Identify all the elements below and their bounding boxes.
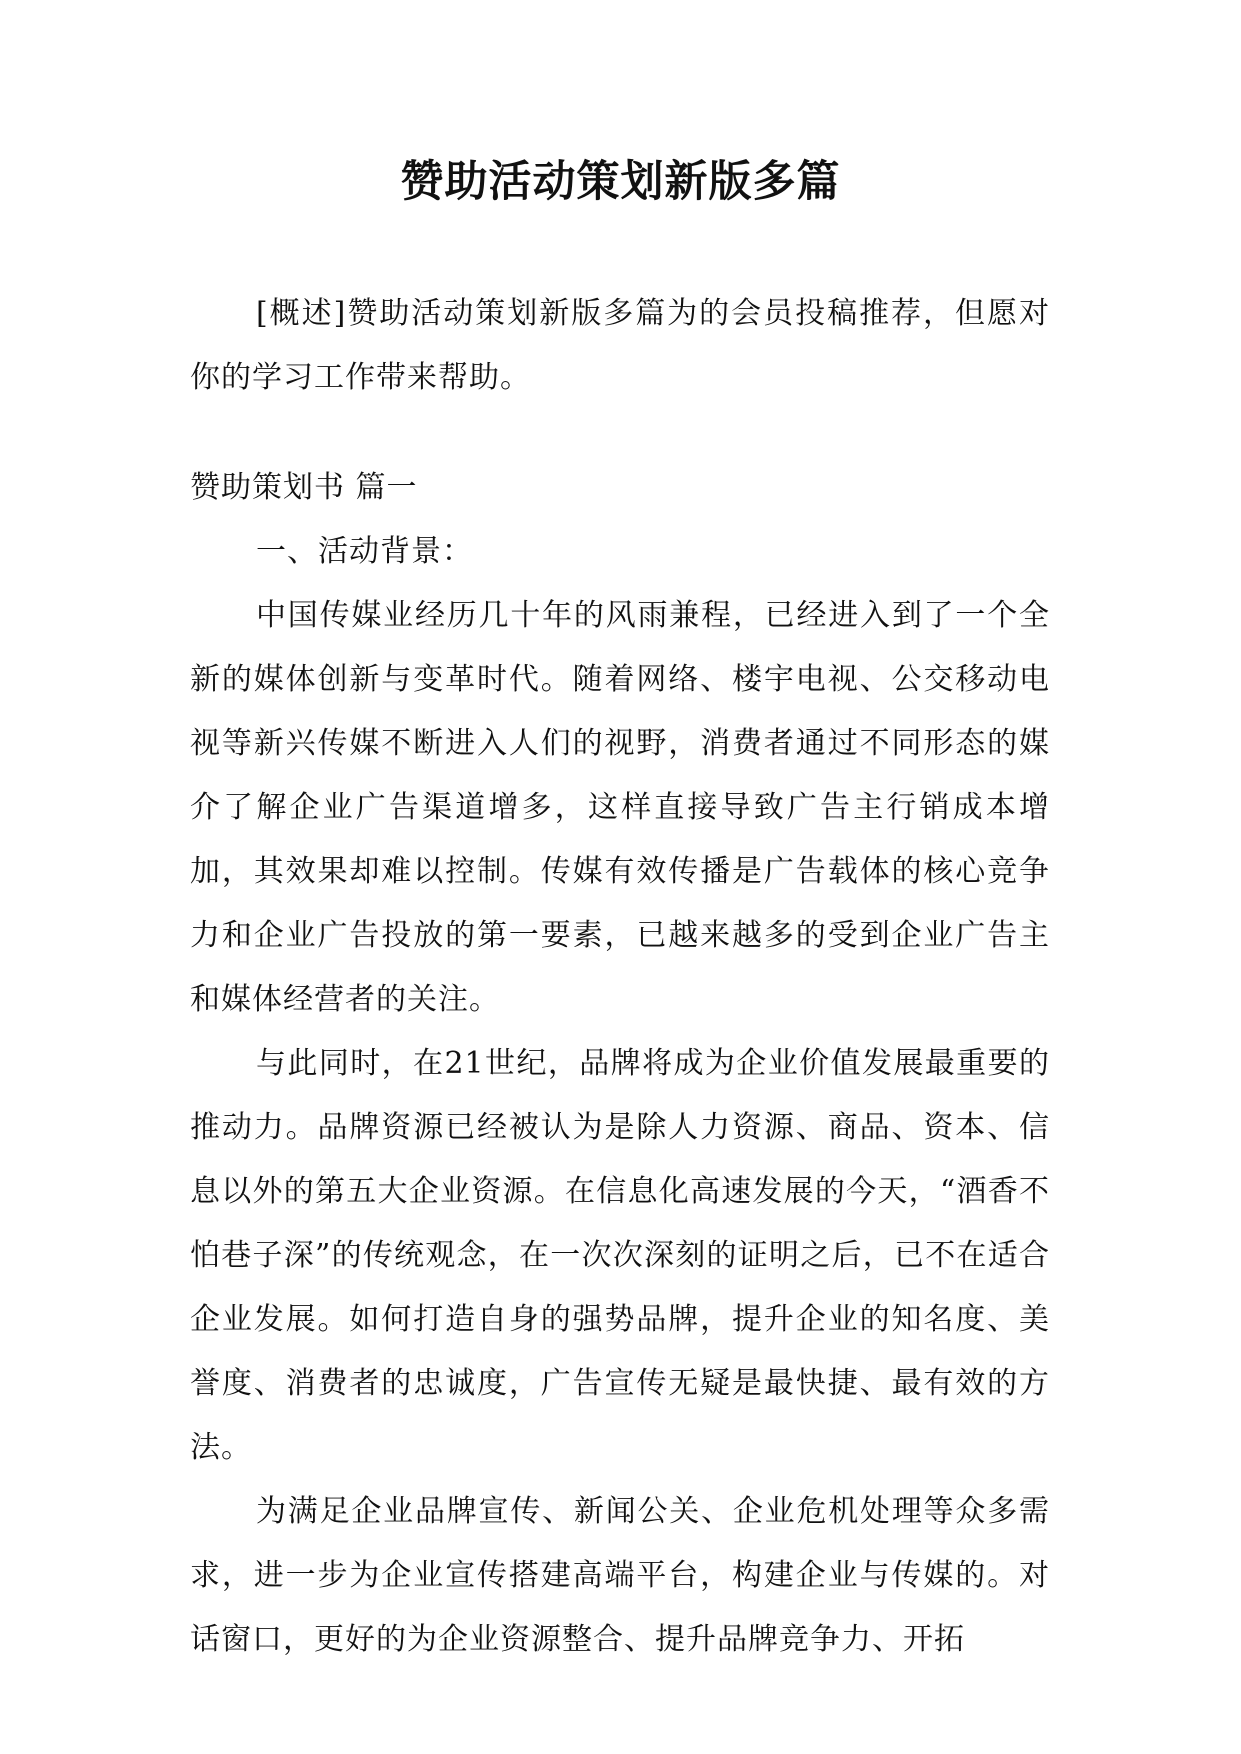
body-paragraph: 为满足企业品牌宣传、新闻公关、企业危机处理等众多需求，进一步为企业宣传搭建高端平台，构建企业与传媒的。对话窗口，更好的为企业资源整合、提升品牌竞争力、开拓 — [190, 1494, 1050, 1657]
body-paragraph: 与此同时，在21世纪，品牌将成为企业价值发展最重要的推动力。品牌资源已经被认为是除人力资源、商品、资本、信息以外的第五大企业资源。在信息化高速发展的今天，“酒香不怕巷子深”的传统观念，在一次次深刻的证明之后，已不在适合企业发展。如何打造自身的强势品牌，提升企业的知名度、美誉度、消费者的忠诚度，广告宣传无疑是最快捷、最有效的方法。 — [190, 1046, 1050, 1465]
summary-block — [190, 282, 1050, 410]
document-title: 赞助活动策划新版多篇 — [400, 157, 841, 207]
section-heading: 赞助策划书 篇一 — [190, 470, 418, 505]
summary-paragraph: [概述]赞助活动策划新版多篇为的会员投稿推荐，但愿对你的学习工作带来帮助。 — [190, 296, 1050, 395]
paragraph-heading-background: 一、活动背景： — [256, 534, 473, 569]
article-body — [190, 456, 1050, 1672]
body-paragraph: 中国传媒业经历几十年的风雨兼程，已经进入到了一个全新的媒体创新与变革时代。随着网络、楼宇电视、公交移动电视等新兴传媒不断进入人们的视野，消费者通过不同形态的媒介了解企业广告渠道增多，这样直接导致广告主行销成本增加，其效果却难以控制。传媒有效传播是广告载体的核心竞争力和企业广告投放的第一要素，已越来越多的受到企业广告主和媒体经营者的关注。 — [190, 598, 1050, 1017]
